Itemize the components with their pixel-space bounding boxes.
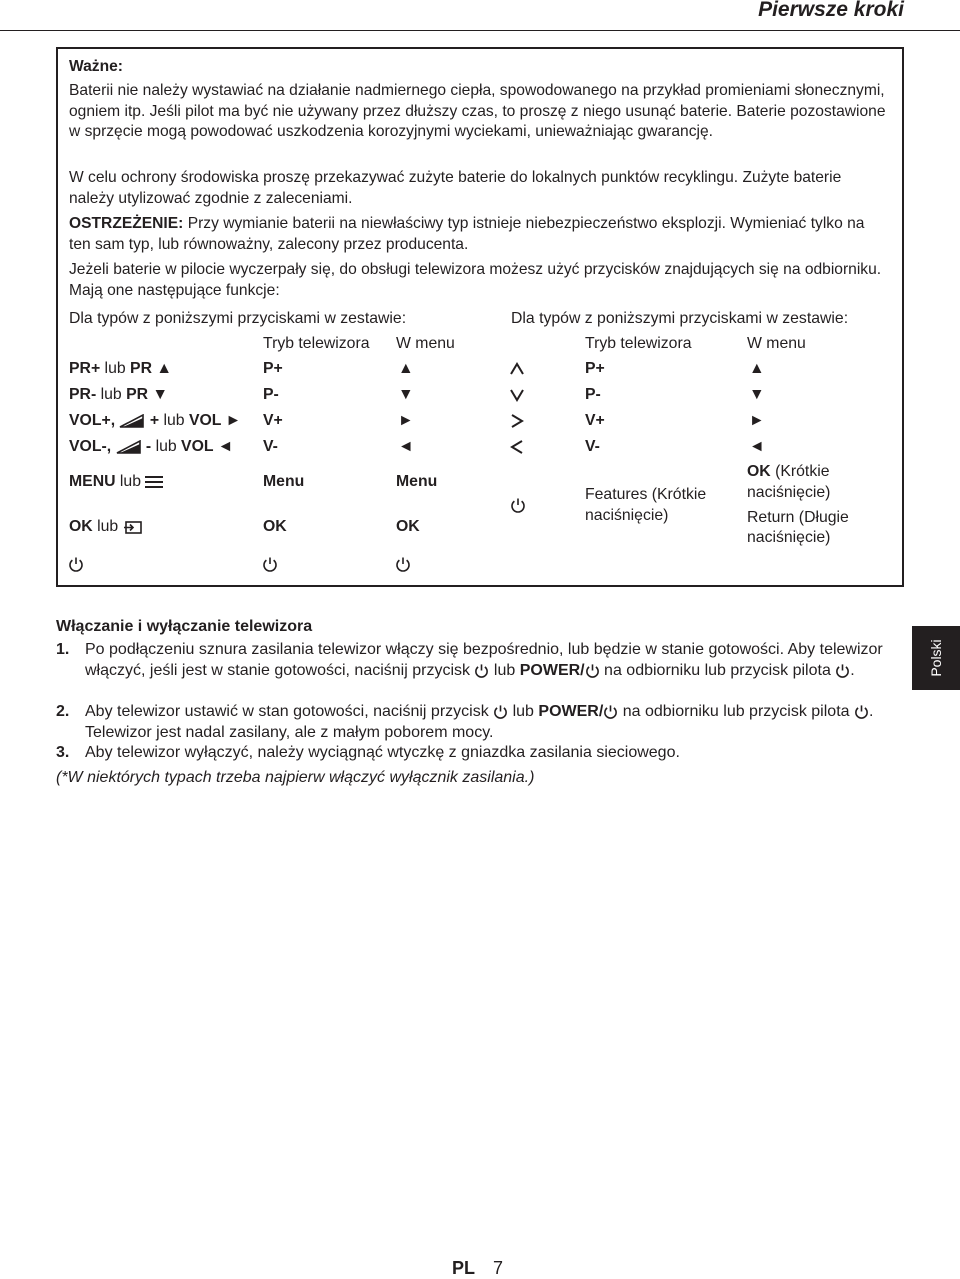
left-row6-tv: OK (263, 518, 287, 535)
right-table-intro: Dla typów z poniższymi przyciskami w zestawie: (511, 310, 849, 327)
right-col-tv-header: Tryb telewizora (585, 335, 692, 352)
right-row5-tv-line2: naciśnięcie) (585, 507, 669, 524)
left-table-intro: Dla typów z poniższymi przyciskami w zestawie: (69, 310, 407, 327)
right-row2-tv: P- (585, 386, 601, 403)
power-icon (854, 704, 869, 719)
chevron-up-icon (509, 361, 525, 377)
left-row1-tv: P+ (263, 360, 283, 377)
left-row2-tv: P- (263, 386, 279, 403)
right-col-menu-header: W menu (747, 335, 806, 352)
footnote: (*W niektórych typach trzeba najpierw włączyć wyłącznik zasilania.) (56, 769, 535, 786)
explosion-warning-paragraph (69, 214, 889, 255)
left-row-menu: MENU lub (69, 472, 163, 492)
right-row5-tv-line1: Features (Krótkie (585, 486, 707, 503)
list-item: Po podłączeniu sznura zasilania telewizor włączy się bezpośrednio, lub będzie w stanie gotowości. Aby telewizor włączyć, jeśli jest w stanie gotowości, naciśnij przycisk lub POWER/ na odbiorniku lub przycisk pilota . (85, 641, 883, 679)
power-icon (835, 663, 850, 678)
chevron-left-icon (509, 439, 525, 455)
list-item: Aby telewizor wyłączyć, należy wyciągnąć wtyczkę z gniazdka zasilania sieciowego. (85, 744, 680, 761)
warning-label: OSTRZEŻENIE: (69, 215, 184, 232)
left-row6-menu: OK (396, 518, 420, 535)
left-row-pr-plus: PR+ lub PR ▲ (69, 360, 172, 377)
right-row1-menu: ▲ (749, 360, 765, 377)
left-row-pr-minus: PR- lub PR ▼ (69, 386, 169, 403)
warning-text: Przy wymianie baterii na niewłaściwy typ istnieje niebezpieczeństwo eksplozji. Wymieniać tylko na ten sam typ, lub równoważny, zalecony przez producenta. (69, 215, 865, 253)
right-row1-tv: P+ (585, 360, 605, 377)
left-row4-menu: ◄ (398, 438, 414, 455)
menu-icon (145, 475, 163, 489)
section-title: Włączanie i wyłączanie telewizora (56, 618, 313, 635)
chevron-right-icon (509, 413, 525, 429)
left-row-vol-plus: VOL+, + lub VOL ► (69, 412, 242, 429)
page-number: 7 (493, 1258, 504, 1278)
left-row3-menu: ► (398, 412, 414, 429)
volume-icon (116, 440, 142, 454)
item-number: 1. (56, 641, 70, 658)
important-heading: Ważne: (69, 58, 123, 75)
right-row2-menu: ▼ (749, 386, 765, 403)
language-side-tab: Polski (912, 626, 960, 690)
right-row4-menu: ◄ (749, 438, 765, 455)
power-icon (262, 556, 278, 572)
left-row5-tv: Menu (263, 473, 305, 490)
left-row1-menu: ▲ (398, 360, 414, 377)
right-row5-menu-return-line2: naciśnięcie) (747, 529, 831, 546)
left-row-vol-minus: VOL-, - lub VOL ◄ (69, 438, 234, 455)
left-row4-tv: V- (263, 438, 278, 455)
left-col-tv-header: Tryb telewizora (263, 335, 370, 352)
list-item: Aby telewizor ustawić w stan gotowości, naciśnij przycisk lub POWER/ na odbiorniku lub przycisk pilota . Telewizor jest nadal zasilany, ale z małym poborem mocy. (85, 703, 874, 741)
left-row3-tv: V+ (263, 412, 283, 429)
power-icon (585, 663, 600, 678)
left-row-ok: OK lub (69, 517, 143, 537)
power-icon (603, 704, 618, 719)
power-icon (395, 556, 411, 572)
right-row5-menu-ok: OK (Krótkie (747, 463, 830, 480)
right-row5-menu-ok-line2: naciśnięcie) (747, 484, 831, 501)
volume-icon (119, 414, 145, 428)
item-number: 2. (56, 703, 70, 720)
right-row3-tv: V+ (585, 412, 605, 429)
left-row2-menu: ▼ (398, 386, 414, 403)
item-number: 3. (56, 744, 70, 761)
page-header-title: Pierwsze kroki (758, 0, 904, 21)
input-source-icon (123, 518, 143, 535)
power-icon (474, 663, 489, 678)
footer-language: PL (452, 1258, 476, 1278)
power-icon (510, 497, 526, 513)
right-row3-menu: ► (749, 412, 765, 429)
right-row4-tv: V- (585, 438, 600, 455)
chevron-down-icon (509, 387, 525, 403)
right-row5-menu-return: Return (Długie (747, 509, 849, 526)
power-icon (68, 556, 84, 572)
left-col-menu-header: W menu (396, 335, 455, 352)
buttons-intro-paragraph: Jeżeli baterie w pilocie wyczerpały się, do obsługi telewizora możesz użyć przycisków znajdujących się na odbiorniku. Mają one następujące funkcje: (69, 261, 882, 299)
power-icon (493, 704, 508, 719)
battery-warning-paragraph: Baterii nie należy wystawiać na działanie nadmiernego ciepła, spowodowanego na przykład promieniami słonecznymi, ogniem itp. Jeśli pilot ma być nie używany przez dłuższy czas, to proszę z niego usunąć baterie. Baterie pozostawione w sprzęcie mogą powodować uszkodzenia korozyjnymi wyciekami, unieważniając gwarancję. (69, 82, 886, 140)
left-row5-menu: Menu (396, 473, 438, 490)
recycling-paragraph: W celu ochrony środowiska proszę przekazywać zużyte baterie do lokalnych punktów recyklingu. Zużyte baterie należy utylizować zgodnie z zaleceniami. (69, 169, 842, 207)
